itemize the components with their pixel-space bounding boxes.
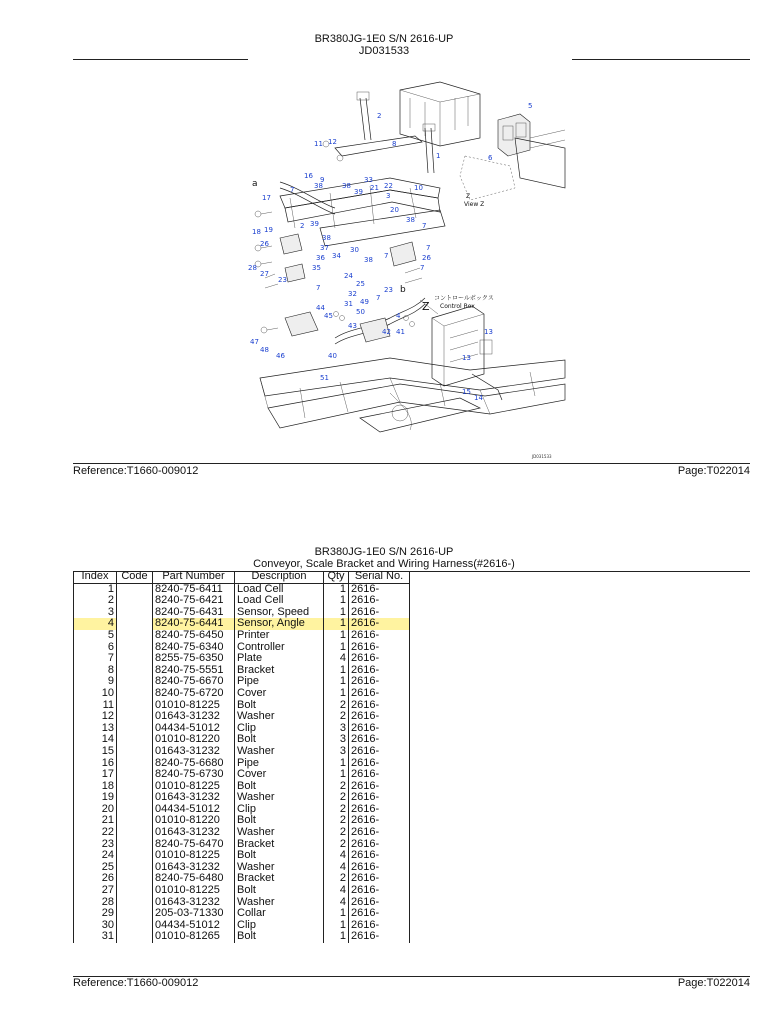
fastener-stack xyxy=(255,141,415,333)
table-row xyxy=(74,769,410,781)
row-index: 30 xyxy=(74,920,117,932)
drawing-number: JD031533 xyxy=(532,454,552,459)
arrow-z-label: Z xyxy=(422,300,430,313)
svg-text:9: 9 xyxy=(320,176,325,184)
row-description: Bracket xyxy=(235,665,324,677)
view-z-letter: Z xyxy=(466,193,471,200)
row-index: 24 xyxy=(74,850,117,862)
row-code xyxy=(117,827,153,839)
row-part-number: 04434-51012 xyxy=(153,804,235,816)
svg-text:28: 28 xyxy=(248,264,257,272)
row-part-number: 8240-75-6421 xyxy=(153,595,235,607)
svg-text:38: 38 xyxy=(342,182,351,190)
row-index: 16 xyxy=(74,758,117,770)
row-serial: 2616- xyxy=(349,595,410,607)
row-code xyxy=(117,734,153,746)
row-qty: 1 xyxy=(324,642,349,654)
row-index: 14 xyxy=(74,734,117,746)
header-index: Index xyxy=(74,571,117,583)
row-code xyxy=(117,630,153,642)
row-code xyxy=(117,607,153,619)
row-serial: 2616- xyxy=(349,931,410,943)
row-index: 13 xyxy=(74,723,117,735)
row-description: Sensor, Speed xyxy=(235,607,324,619)
row-qty: 1 xyxy=(324,618,349,630)
row-description: Bolt xyxy=(235,850,324,862)
row-code xyxy=(117,792,153,804)
row-code xyxy=(117,920,153,932)
row-qty: 2 xyxy=(324,711,349,723)
row-description: Controller xyxy=(235,642,324,654)
row-index: 27 xyxy=(74,885,117,897)
row-qty: 4 xyxy=(324,653,349,665)
svg-text:34: 34 xyxy=(332,252,341,260)
row-serial: 2616- xyxy=(349,885,410,897)
row-code xyxy=(117,804,153,816)
row-part-number: 01643-31232 xyxy=(153,827,235,839)
row-description: Load Cell xyxy=(235,595,324,607)
control-box-en-label: Control Box xyxy=(440,303,475,310)
svg-text:46: 46 xyxy=(276,352,285,360)
row-code xyxy=(117,595,153,607)
svg-text:37: 37 xyxy=(320,244,329,252)
row-part-number: 01010-81220 xyxy=(153,734,235,746)
row-part-number: 8255-75-6350 xyxy=(153,653,235,665)
row-serial: 2616- xyxy=(349,873,410,885)
svg-text:4: 4 xyxy=(396,312,401,320)
svg-text:7: 7 xyxy=(420,264,425,272)
row-index: 29 xyxy=(74,908,117,920)
row-description: Collar xyxy=(235,908,324,920)
row-code xyxy=(117,885,153,897)
svg-text:7: 7 xyxy=(422,222,427,230)
row-part-number: 01010-81225 xyxy=(153,781,235,793)
row-serial: 2616- xyxy=(349,815,410,827)
row-code xyxy=(117,769,153,781)
row-part-number: 8240-75-6340 xyxy=(153,642,235,654)
control-box-jp-label: コントロールボックス xyxy=(434,295,494,302)
svg-text:23: 23 xyxy=(278,276,287,284)
svg-text:21: 21 xyxy=(370,184,379,192)
row-code xyxy=(117,931,153,943)
row-part-number: 8240-75-6680 xyxy=(153,758,235,770)
table-row xyxy=(74,931,410,943)
row-description: Printer xyxy=(235,630,324,642)
row-description: Washer xyxy=(235,897,324,909)
row-serial: 2616- xyxy=(349,908,410,920)
row-code xyxy=(117,653,153,665)
row-index: 22 xyxy=(74,827,117,839)
row-index: 4 xyxy=(74,618,117,630)
row-part-number: 01010-81225 xyxy=(153,700,235,712)
row-qty: 4 xyxy=(324,850,349,862)
svg-text:27: 27 xyxy=(260,270,269,278)
row-index: 18 xyxy=(74,781,117,793)
row-part-number: 8240-75-6411 xyxy=(153,583,235,595)
svg-text:26: 26 xyxy=(422,254,431,262)
row-description: Clip xyxy=(235,920,324,932)
row-code xyxy=(117,850,153,862)
svg-text:20: 20 xyxy=(390,206,399,214)
row-code xyxy=(117,862,153,874)
svg-text:42: 42 xyxy=(382,328,391,336)
svg-text:22: 22 xyxy=(384,182,393,190)
row-code xyxy=(117,583,153,595)
row-part-number: 8240-75-5551 xyxy=(153,665,235,677)
svg-text:6: 6 xyxy=(488,154,493,162)
row-serial: 2616- xyxy=(349,839,410,851)
row-qty: 1 xyxy=(324,758,349,770)
svg-text:26: 26 xyxy=(260,240,269,248)
row-serial: 2616- xyxy=(349,746,410,758)
row-description: Pipe xyxy=(235,676,324,688)
svg-text:38: 38 xyxy=(314,182,323,190)
page2-reference: Reference:T1660-009012 xyxy=(73,977,199,989)
row-index: 6 xyxy=(74,642,117,654)
svg-text:3: 3 xyxy=(386,192,391,200)
row-description: Washer xyxy=(235,711,324,723)
table-row xyxy=(74,746,410,758)
row-index: 20 xyxy=(74,804,117,816)
row-description: Washer xyxy=(235,746,324,758)
svg-text:44: 44 xyxy=(316,304,325,312)
row-description: Cover xyxy=(235,688,324,700)
page2-model-title: BR380JG-1E0 S/N 2616-UP xyxy=(314,546,454,558)
row-qty: 1 xyxy=(324,908,349,920)
row-code xyxy=(117,897,153,909)
svg-text:24: 24 xyxy=(344,272,353,280)
row-index: 31 xyxy=(74,931,117,943)
svg-text:39: 39 xyxy=(354,188,363,196)
table-row xyxy=(74,711,410,723)
svg-text:17: 17 xyxy=(262,194,271,202)
svg-text:2: 2 xyxy=(300,222,305,230)
row-index: 21 xyxy=(74,815,117,827)
row-serial: 2616- xyxy=(349,920,410,932)
row-part-number: 01643-31232 xyxy=(153,711,235,723)
svg-text:35: 35 xyxy=(312,264,321,272)
svg-text:38: 38 xyxy=(364,256,373,264)
scale-bracket xyxy=(280,92,445,246)
row-qty: 2 xyxy=(324,827,349,839)
row-qty: 2 xyxy=(324,815,349,827)
svg-text:8: 8 xyxy=(392,140,397,148)
header-description: Description xyxy=(235,571,324,583)
row-code xyxy=(117,665,153,677)
row-qty: 2 xyxy=(324,792,349,804)
header-rule-right xyxy=(572,59,750,60)
page1-page-number: Page:T022014 xyxy=(677,465,750,477)
row-qty: 3 xyxy=(324,723,349,735)
svg-text:50: 50 xyxy=(356,308,365,316)
svg-text:2: 2 xyxy=(377,112,382,120)
row-qty: 1 xyxy=(324,583,349,595)
svg-text:47: 47 xyxy=(250,338,259,346)
row-serial: 2616- xyxy=(349,618,410,630)
row-index: 8 xyxy=(74,665,117,677)
row-serial: 2616- xyxy=(349,583,410,595)
row-description: Bolt xyxy=(235,885,324,897)
svg-text:10: 10 xyxy=(414,184,423,192)
table-row xyxy=(74,688,410,700)
row-part-number: 01010-81265 xyxy=(153,931,235,943)
row-serial: 2616- xyxy=(349,804,410,816)
row-code xyxy=(117,642,153,654)
row-index: 17 xyxy=(74,769,117,781)
row-part-number: 205-03-71330 xyxy=(153,908,235,920)
row-qty: 1 xyxy=(324,769,349,781)
row-index: 1 xyxy=(74,583,117,595)
row-code xyxy=(117,711,153,723)
page1-model-title: BR380JG-1E0 S/N 2616-UP xyxy=(314,33,454,45)
row-part-number: 01643-31232 xyxy=(153,862,235,874)
row-serial: 2616- xyxy=(349,781,410,793)
row-part-number: 8240-75-6670 xyxy=(153,676,235,688)
row-code xyxy=(117,839,153,851)
row-description: Washer xyxy=(235,792,324,804)
row-index: 11 xyxy=(74,700,117,712)
row-description: Bracket xyxy=(235,873,324,885)
row-description: Bolt xyxy=(235,781,324,793)
row-serial: 2616- xyxy=(349,700,410,712)
row-qty: 1 xyxy=(324,665,349,677)
svg-text:40: 40 xyxy=(328,352,337,360)
row-serial: 2616- xyxy=(349,630,410,642)
row-description: Bolt xyxy=(235,700,324,712)
row-qty: 4 xyxy=(324,862,349,874)
row-index: 15 xyxy=(74,746,117,758)
row-qty: 3 xyxy=(324,746,349,758)
row-index: 3 xyxy=(74,607,117,619)
row-qty: 1 xyxy=(324,607,349,619)
row-description: Bolt xyxy=(235,734,324,746)
svg-text:11: 11 xyxy=(314,140,323,148)
row-code xyxy=(117,746,153,758)
row-qty: 1 xyxy=(324,920,349,932)
svg-text:13: 13 xyxy=(462,354,471,362)
row-part-number: 01643-31232 xyxy=(153,746,235,758)
row-code xyxy=(117,723,153,735)
row-description: Cover xyxy=(235,769,324,781)
svg-text:7: 7 xyxy=(316,284,321,292)
row-index: 9 xyxy=(74,676,117,688)
row-description: Clip xyxy=(235,723,324,735)
row-serial: 2616- xyxy=(349,665,410,677)
row-qty: 2 xyxy=(324,873,349,885)
svg-text:43: 43 xyxy=(348,322,357,330)
row-part-number: 01643-31232 xyxy=(153,792,235,804)
svg-text:25: 25 xyxy=(356,280,365,288)
row-part-number: 01010-81220 xyxy=(153,815,235,827)
row-index: 7 xyxy=(74,653,117,665)
row-part-number: 04434-51012 xyxy=(153,920,235,932)
page2-section-title: Conveyor, Scale Bracket and Wiring Harness(#2616-) xyxy=(253,558,515,570)
header-part-number: Part Number xyxy=(153,571,235,583)
row-serial: 2616- xyxy=(349,734,410,746)
row-qty: 2 xyxy=(324,804,349,816)
row-serial: 2616- xyxy=(349,607,410,619)
row-serial: 2616- xyxy=(349,642,410,654)
svg-text:51: 51 xyxy=(320,374,329,382)
header-code: Code xyxy=(117,571,153,583)
row-index: 5 xyxy=(74,630,117,642)
footer-rule-page1 xyxy=(73,463,750,464)
row-description: Bolt xyxy=(235,815,324,827)
exploded-parts-diagram xyxy=(240,78,570,462)
row-serial: 2616- xyxy=(349,688,410,700)
row-description: Clip xyxy=(235,804,324,816)
row-index: 10 xyxy=(74,688,117,700)
table-row xyxy=(74,885,410,897)
row-qty: 1 xyxy=(324,688,349,700)
row-serial: 2616- xyxy=(349,769,410,781)
table-row xyxy=(74,630,410,642)
svg-text:7: 7 xyxy=(290,186,295,194)
svg-text:30: 30 xyxy=(350,246,359,254)
svg-text:38: 38 xyxy=(406,216,415,224)
svg-text:49: 49 xyxy=(360,298,369,306)
row-qty: 2 xyxy=(324,839,349,851)
row-index: 25 xyxy=(74,862,117,874)
row-description: Washer xyxy=(235,862,324,874)
svg-text:36: 36 xyxy=(316,254,325,262)
svg-text:16: 16 xyxy=(304,172,313,180)
row-serial: 2616- xyxy=(349,827,410,839)
table-header-row xyxy=(74,571,410,583)
svg-text:15: 15 xyxy=(462,388,471,396)
arrow-b-label: b xyxy=(400,285,406,295)
table-row xyxy=(74,827,410,839)
svg-text:18: 18 xyxy=(252,228,261,236)
control-box-view xyxy=(420,300,502,400)
table-row xyxy=(74,653,410,665)
header-serial: Serial No. xyxy=(349,571,410,583)
row-code xyxy=(117,700,153,712)
row-part-number: 8240-75-6470 xyxy=(153,839,235,851)
row-part-number: 01010-81225 xyxy=(153,885,235,897)
row-description: Plate xyxy=(235,653,324,665)
row-description: Washer xyxy=(235,827,324,839)
row-part-number: 8240-75-6431 xyxy=(153,607,235,619)
printer-controller-box xyxy=(400,82,565,200)
svg-text:31: 31 xyxy=(344,300,353,308)
header-rule-left xyxy=(73,59,248,60)
row-qty: 2 xyxy=(324,700,349,712)
svg-text:39: 39 xyxy=(310,220,319,228)
svg-text:33: 33 xyxy=(364,176,373,184)
row-qty: 1 xyxy=(324,931,349,943)
svg-text:12: 12 xyxy=(328,138,337,146)
row-qty: 3 xyxy=(324,734,349,746)
row-part-number: 01010-81225 xyxy=(153,850,235,862)
svg-text:19: 19 xyxy=(264,226,273,234)
row-part-number: 04434-51012 xyxy=(153,723,235,735)
row-index: 12 xyxy=(74,711,117,723)
arrow-a-label: a xyxy=(252,179,258,189)
row-serial: 2616- xyxy=(349,653,410,665)
row-qty: 4 xyxy=(324,885,349,897)
page1-drawing-code: JD031533 xyxy=(358,45,410,57)
view-z-caption: View Z xyxy=(464,201,485,208)
page1-reference: Reference:T1660-009012 xyxy=(73,465,199,477)
row-part-number: 8240-75-6720 xyxy=(153,688,235,700)
row-description: Bracket xyxy=(235,839,324,851)
row-index: 2 xyxy=(74,595,117,607)
row-qty: 1 xyxy=(324,630,349,642)
row-description: Bolt xyxy=(235,931,324,943)
svg-text:14: 14 xyxy=(474,394,483,402)
row-code xyxy=(117,676,153,688)
row-serial: 2616- xyxy=(349,897,410,909)
row-serial: 2616- xyxy=(349,711,410,723)
row-index: 19 xyxy=(74,792,117,804)
chassis-frame xyxy=(260,358,565,432)
row-part-number: 8240-75-6441 xyxy=(153,618,235,630)
svg-text:1: 1 xyxy=(436,152,441,160)
svg-text:7: 7 xyxy=(376,294,381,302)
row-serial: 2616- xyxy=(349,758,410,770)
row-part-number: 8240-75-6480 xyxy=(153,873,235,885)
row-code xyxy=(117,688,153,700)
row-description: Load Cell xyxy=(235,583,324,595)
row-serial: 2616- xyxy=(349,850,410,862)
row-part-number: 8240-75-6450 xyxy=(153,630,235,642)
row-code xyxy=(117,873,153,885)
svg-text:7: 7 xyxy=(384,252,389,260)
svg-text:5: 5 xyxy=(528,102,533,110)
svg-text:38: 38 xyxy=(322,234,331,242)
page2-page-number: Page:T022014 xyxy=(677,977,750,989)
parts-list-table xyxy=(73,571,410,943)
svg-text:32: 32 xyxy=(348,290,357,298)
svg-text:7: 7 xyxy=(426,244,431,252)
row-code xyxy=(117,758,153,770)
row-code xyxy=(117,781,153,793)
row-code xyxy=(117,618,153,630)
parts-table-body xyxy=(74,583,410,943)
svg-text:45: 45 xyxy=(324,312,333,320)
row-part-number: 01643-31232 xyxy=(153,897,235,909)
row-index: 28 xyxy=(74,897,117,909)
row-code xyxy=(117,908,153,920)
row-qty: 4 xyxy=(324,897,349,909)
svg-text:23: 23 xyxy=(384,286,393,294)
svg-text:41: 41 xyxy=(396,328,405,336)
row-description: Pipe xyxy=(235,758,324,770)
svg-text:13: 13 xyxy=(484,328,493,336)
row-qty: 1 xyxy=(324,595,349,607)
row-serial: 2616- xyxy=(349,723,410,735)
row-qty: 2 xyxy=(324,781,349,793)
row-index: 26 xyxy=(74,873,117,885)
row-serial: 2616- xyxy=(349,676,410,688)
row-qty: 1 xyxy=(324,676,349,688)
row-part-number: 8240-75-6730 xyxy=(153,769,235,781)
row-serial: 2616- xyxy=(349,862,410,874)
row-index: 23 xyxy=(74,839,117,851)
row-code xyxy=(117,815,153,827)
row-description: Sensor, Angle xyxy=(235,618,324,630)
header-qty: Qty xyxy=(324,571,349,583)
row-serial: 2616- xyxy=(349,792,410,804)
svg-text:48: 48 xyxy=(260,346,269,354)
